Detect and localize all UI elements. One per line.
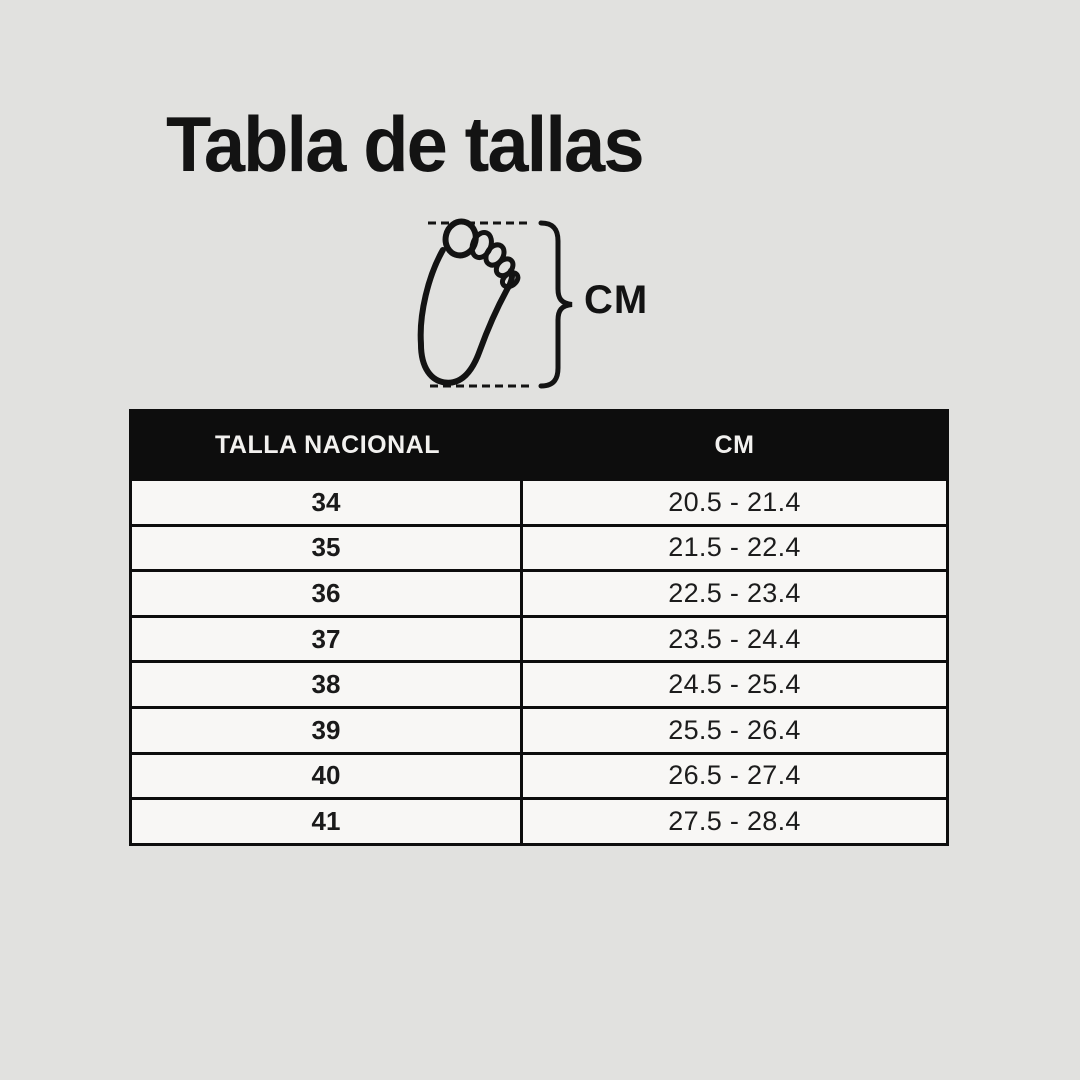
column-header-cm: CM (714, 430, 755, 459)
size-cell: 40 (132, 755, 523, 798)
cm-range-cell: 21.5 - 22.4 (523, 527, 946, 570)
cm-range-cell: 23.5 - 24.4 (523, 618, 946, 661)
size-cell: 41 (132, 800, 523, 843)
table-row (132, 797, 946, 843)
cm-range-cell: 24.5 - 25.4 (523, 663, 946, 706)
table-row (132, 615, 946, 661)
cm-range-cell: 27.5 - 28.4 (523, 800, 946, 843)
cm-range-cell: 22.5 - 23.4 (523, 572, 946, 615)
table-row (132, 524, 946, 570)
size-cell: 39 (132, 709, 523, 752)
size-cell: 36 (132, 572, 523, 615)
size-cell: 37 (132, 618, 523, 661)
size-cell: 35 (132, 527, 523, 570)
table-row (132, 660, 946, 706)
unit-label: CM (584, 278, 649, 322)
page-title: Tabla de tallas (166, 100, 643, 188)
table-row (132, 569, 946, 615)
foot-icon (410, 217, 530, 393)
column-header-talla-nacional: TALLA NACIONAL (214, 430, 441, 459)
table-row (132, 706, 946, 752)
table-row (132, 752, 946, 798)
cm-range-cell: 25.5 - 26.4 (523, 709, 946, 752)
size-cell: 38 (132, 663, 523, 706)
cm-range-cell: 26.5 - 27.4 (523, 755, 946, 798)
cm-range-cell: 20.5 - 21.4 (523, 481, 946, 524)
size-cell: 34 (132, 481, 523, 524)
table-header-row (132, 412, 946, 478)
size-table (129, 409, 949, 846)
table-row (132, 478, 946, 524)
curly-brace-icon (541, 223, 572, 386)
